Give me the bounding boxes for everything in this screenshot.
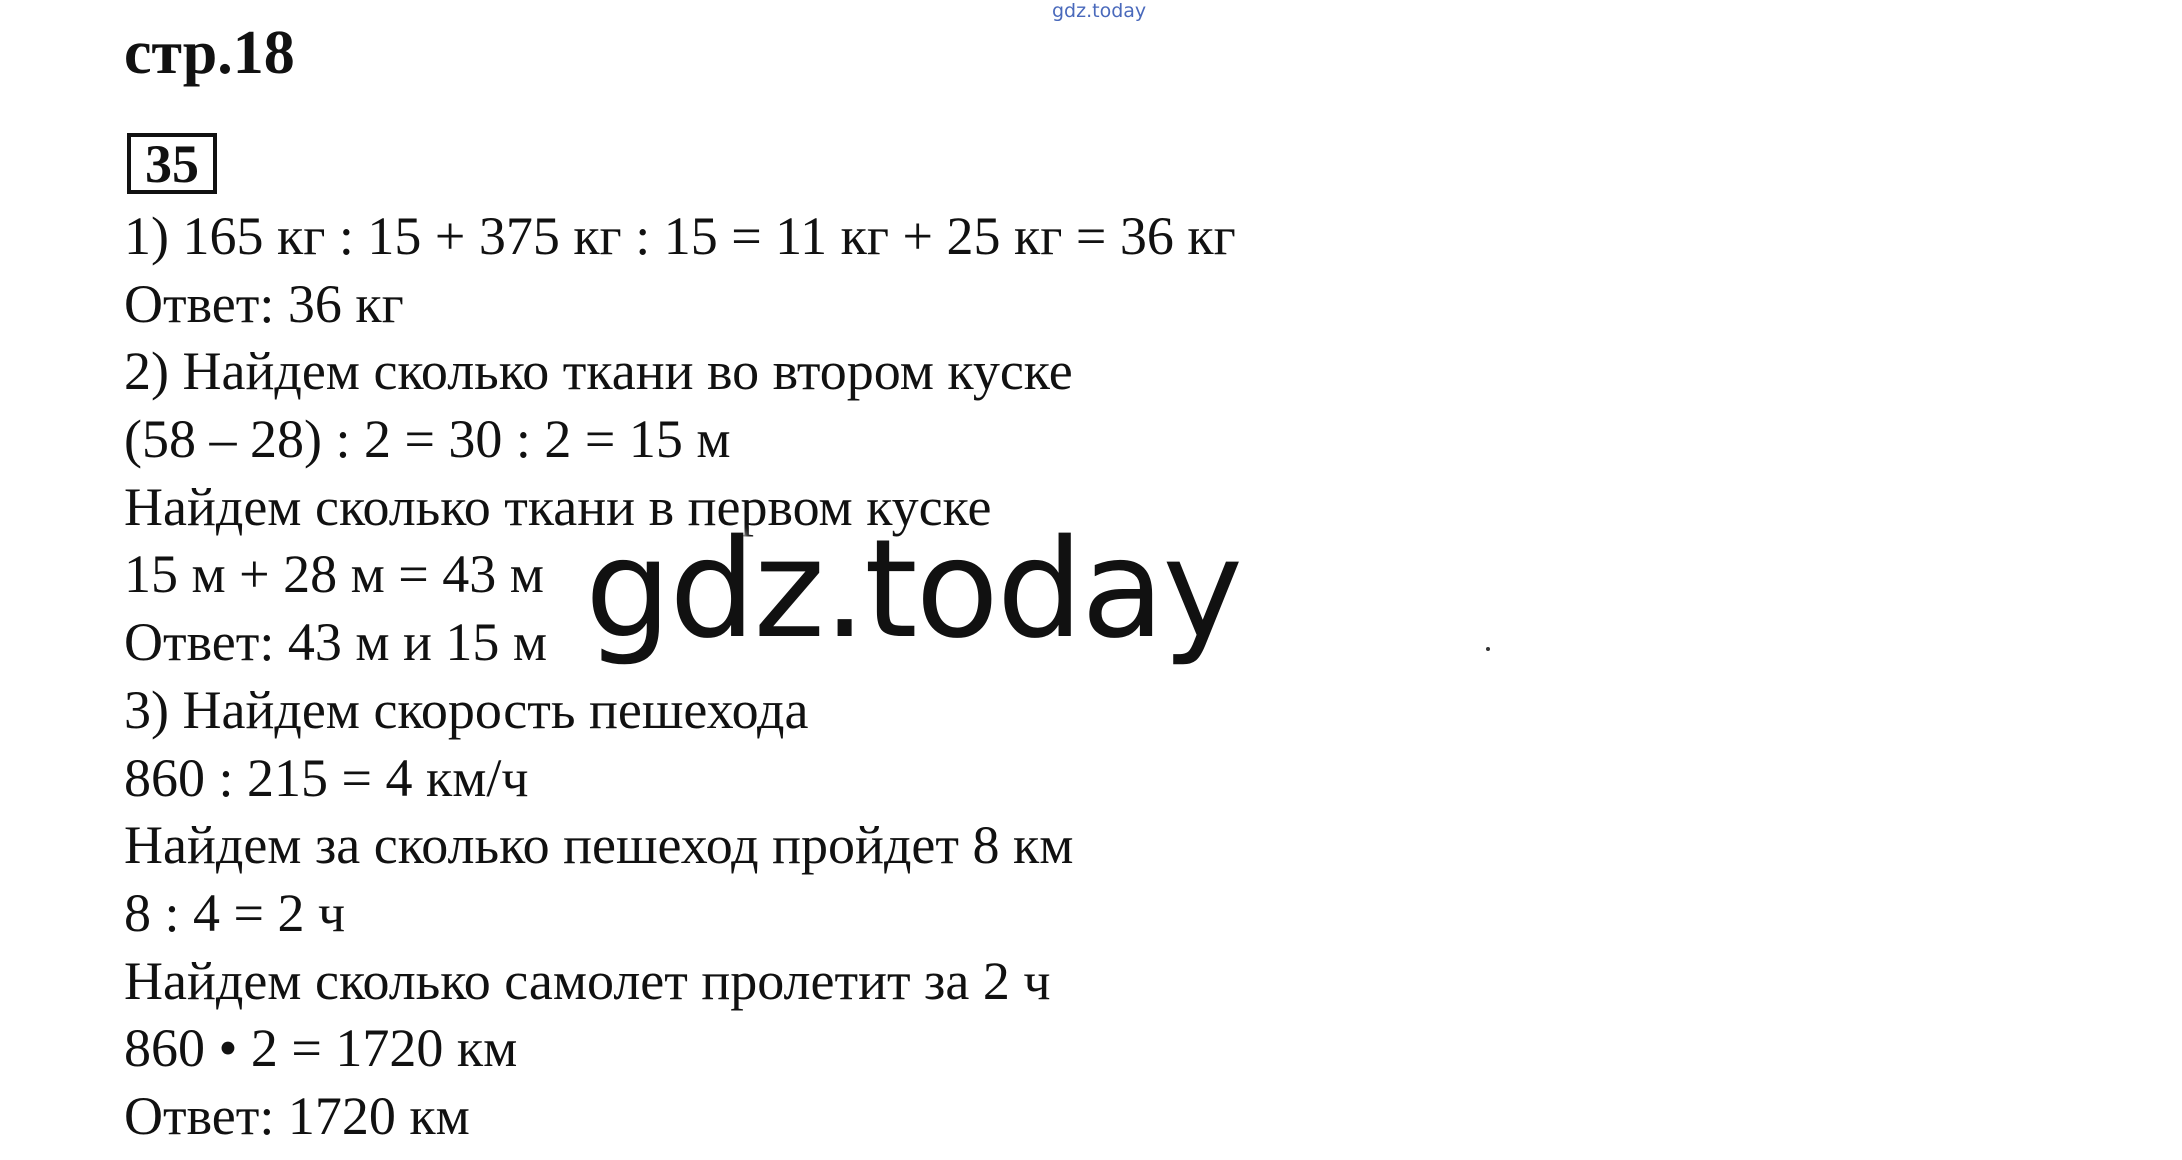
- solution-line: Ответ: 1720 км: [124, 1085, 470, 1146]
- site-watermark-small: gdz.today: [1052, 0, 1147, 22]
- solution-line: Найдем сколько самолет пролетит за 2 ч: [124, 950, 1051, 1011]
- solution-line: Ответ: 43 м и 15 м: [124, 612, 548, 673]
- task-number-box: [127, 133, 217, 194]
- solution-line: 3) Найдем скорость пешехода: [124, 679, 809, 740]
- solution-line: 8 : 4 = 2 ч: [124, 882, 346, 943]
- solution-line: 15 м + 28 м = 43 м: [124, 544, 544, 605]
- solution-line: (58 – 28) : 2 = 30 : 2 = 15 м: [124, 409, 731, 470]
- solution-line: 1) 165 кг : 15 + 375 кг : 15 = 11 кг + 25 кг = 36 кг: [124, 206, 1236, 266]
- solution-text: [124, 203, 1236, 1151]
- stray-mark: [1486, 647, 1490, 651]
- solution-line: Ответ: 36 кг: [124, 273, 404, 334]
- page-heading: стр.18: [124, 19, 295, 87]
- solution-line: Найдем сколько ткани в первом куске: [124, 476, 992, 537]
- solution-line: 860 : 215 = 4 км/ч: [124, 747, 529, 808]
- task-number: 35: [145, 133, 199, 194]
- solution-line: Найдем за сколько пешеход пройдет 8 км: [124, 815, 1074, 876]
- site-watermark-large: gdz.today: [585, 511, 1241, 669]
- solution-line: 2) Найдем сколько ткани во втором куске: [124, 341, 1073, 402]
- solution-line: 860 • 2 = 1720 км: [124, 1018, 518, 1079]
